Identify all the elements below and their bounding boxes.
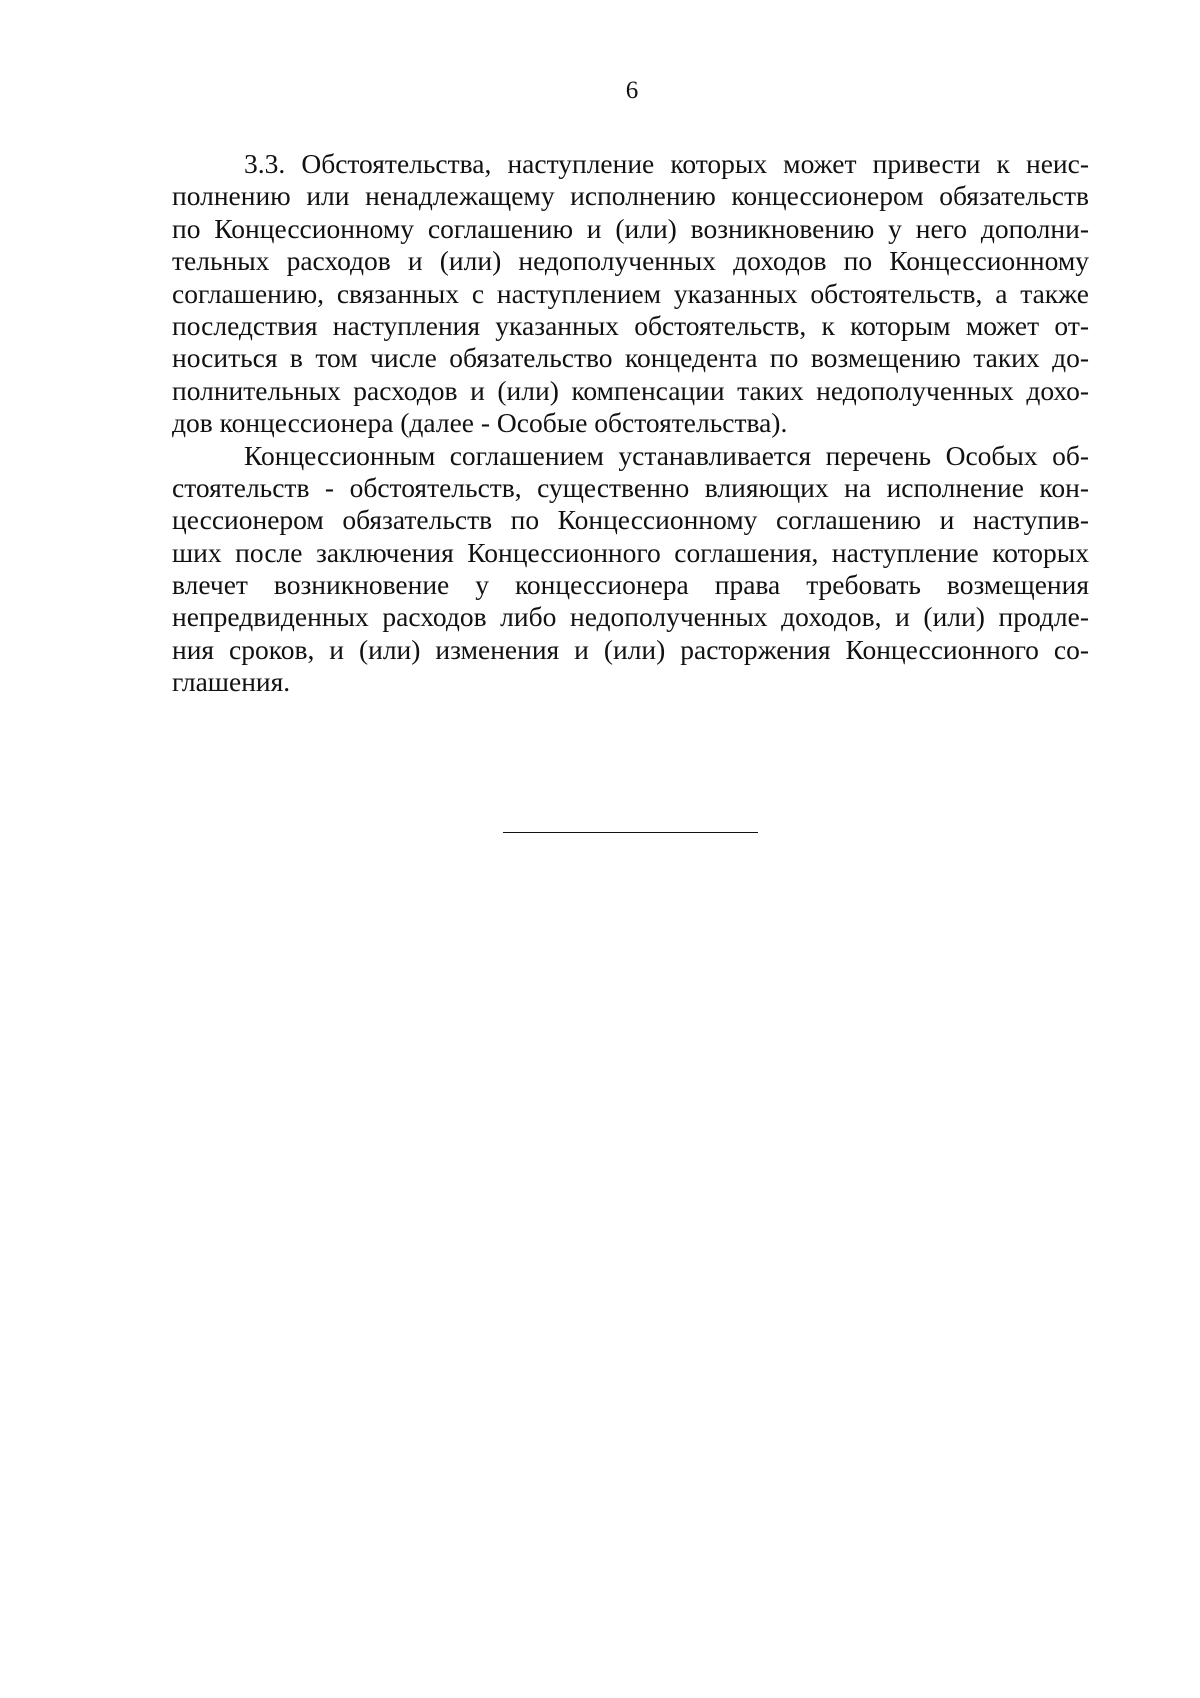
text-line: глашения. bbox=[172, 666, 291, 698]
text-line: полнению или ненадлежащему исполнению концессионером обязательств bbox=[172, 180, 1089, 212]
text-line: 3.3. Обстоятельства, наступление которых может привести к неис- bbox=[244, 148, 1089, 179]
text-line: по Концессионному соглашению и (или) возникновению у него дополни- bbox=[172, 212, 1089, 244]
text-line: дов концессионера (далее - Особые обстоятельства). bbox=[172, 407, 788, 439]
text-line: Концессионным соглашением устанавливается перечень Особых об- bbox=[244, 439, 1089, 471]
text-line: носиться в том числе обязательство концедента по возмещению таких до- bbox=[172, 342, 1089, 374]
text-line: ния сроков, и (или) изменения и (или) расторжения Концессионного со- bbox=[172, 633, 1089, 665]
text-line: полнительных расходов и (или) компенсации таких недополученных дохо- bbox=[172, 374, 1089, 406]
text-line: цессионером обязательств по Концессионному соглашению и наступив- bbox=[172, 504, 1089, 536]
document-body bbox=[172, 148, 1089, 699]
text-line: соглашению, связанных с наступлением указанных обстоятельств, а также bbox=[172, 277, 1089, 309]
text-line: тельных расходов и (или) недополученных доходов по Концессионному bbox=[172, 245, 1089, 277]
text-line: стоятельств - обстоятельств, существенно влияющих на исполнение кон- bbox=[172, 471, 1089, 503]
page-number: 6 bbox=[625, 77, 639, 104]
text-line: последствия наступления указанных обстоятельств, к которым может от- bbox=[172, 309, 1089, 341]
text-line: непредвиденных расходов либо недополученных доходов, и (или) продле- bbox=[172, 601, 1089, 633]
paragraph-special-circumstances bbox=[172, 440, 1089, 699]
text-line: ших после заключения Концессионного соглашения, наступление которых bbox=[172, 536, 1089, 568]
end-of-document-rule bbox=[503, 832, 758, 833]
text-line: влечет возникновение у концессионера права требовать возмещения bbox=[172, 569, 1089, 601]
paragraph-3-3 bbox=[172, 148, 1089, 440]
